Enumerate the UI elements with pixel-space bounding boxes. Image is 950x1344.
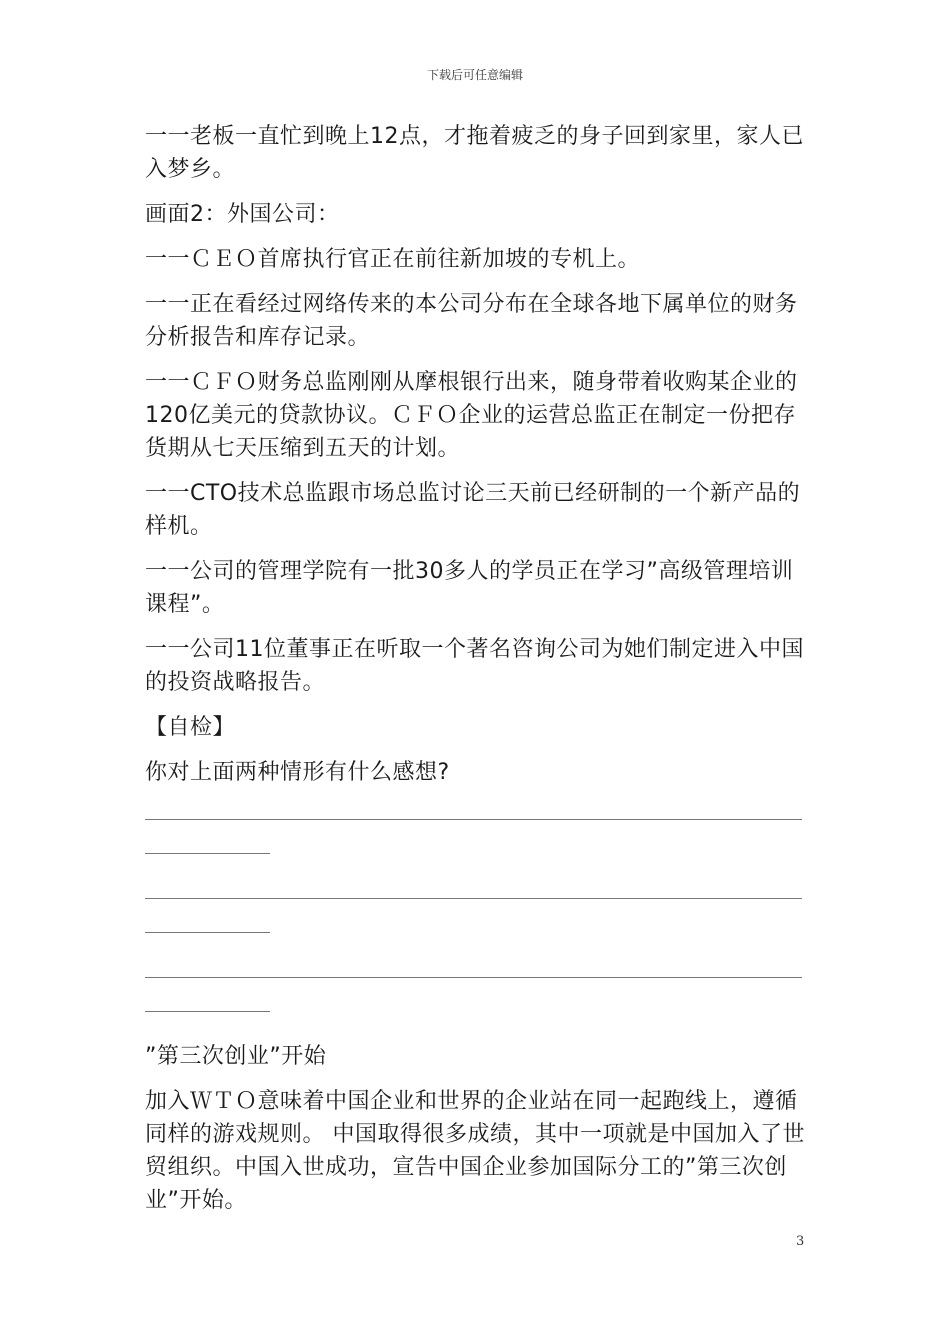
section-heading: ”第三次创业”开始 xyxy=(145,1044,327,1069)
answer-line-short xyxy=(145,1011,270,1012)
page-header: 下载后可任意编辑 xyxy=(426,68,523,82)
paragraph-ceo: 一一ＣＥＯ首席执行官正在前往新加坡的专机上。 xyxy=(145,247,641,272)
answer-line-long xyxy=(145,898,802,899)
paragraph-directors: 一一公司11位董事正在听取一个著名咨询公司为她们制定进入中国的投资战略报告。 xyxy=(145,637,804,695)
paragraph-scene-2: 画面2：外国公司： xyxy=(145,202,340,227)
self-check-heading: 【自检】 xyxy=(145,715,236,740)
paragraph-cfo: 一一ＣＦＯ财务总监刚刚从摩根银行出来，随身带着收购某企业的120亿美元的贷款协议。ＣＦＯ企业的运营总监正在制定一份把存货期从七天压缩到五天的计划。 xyxy=(145,370,798,461)
answer-line-short xyxy=(145,853,270,854)
answer-line-3[interactable] xyxy=(145,977,805,1012)
paragraph-boss: 一一老板一直忙到晚上12点，才拖着疲乏的身子回到家里，家人已入梦乡。 xyxy=(145,124,804,182)
paragraph-training: 一一公司的管理学院有一批30多人的学员正在学习”高级管理培训课程”。 xyxy=(145,559,794,617)
answer-line-short xyxy=(145,932,270,933)
paragraph-reports: 一一正在看经过网络传来的本公司分布在全球各地下属单位的财务分析报告和库存记录。 xyxy=(145,292,798,350)
answer-line-1[interactable] xyxy=(145,819,805,854)
page-number: 3 xyxy=(796,1234,805,1249)
answer-line-long xyxy=(145,977,802,978)
document-body xyxy=(145,120,805,1229)
paragraph-cto: 一一CTO技术总监跟市场总监讨论三天前已经研制的一个新产品的样机。 xyxy=(145,481,801,539)
self-check-question: 你对上面两种情形有什么感想? xyxy=(145,760,450,785)
section-body: 加入ＷＴＯ意味着中国企业和世界的企业站在同一起跑线上，遵循同样的游戏规则。 中国取得很多成绩，其中一项就是中国加入了世贸组织。中国入世成功，宣告中国企业参加国际分工的”第三次创业”开始。 xyxy=(145,1089,805,1213)
answer-line-2[interactable] xyxy=(145,898,805,933)
answer-line-long xyxy=(145,819,802,820)
